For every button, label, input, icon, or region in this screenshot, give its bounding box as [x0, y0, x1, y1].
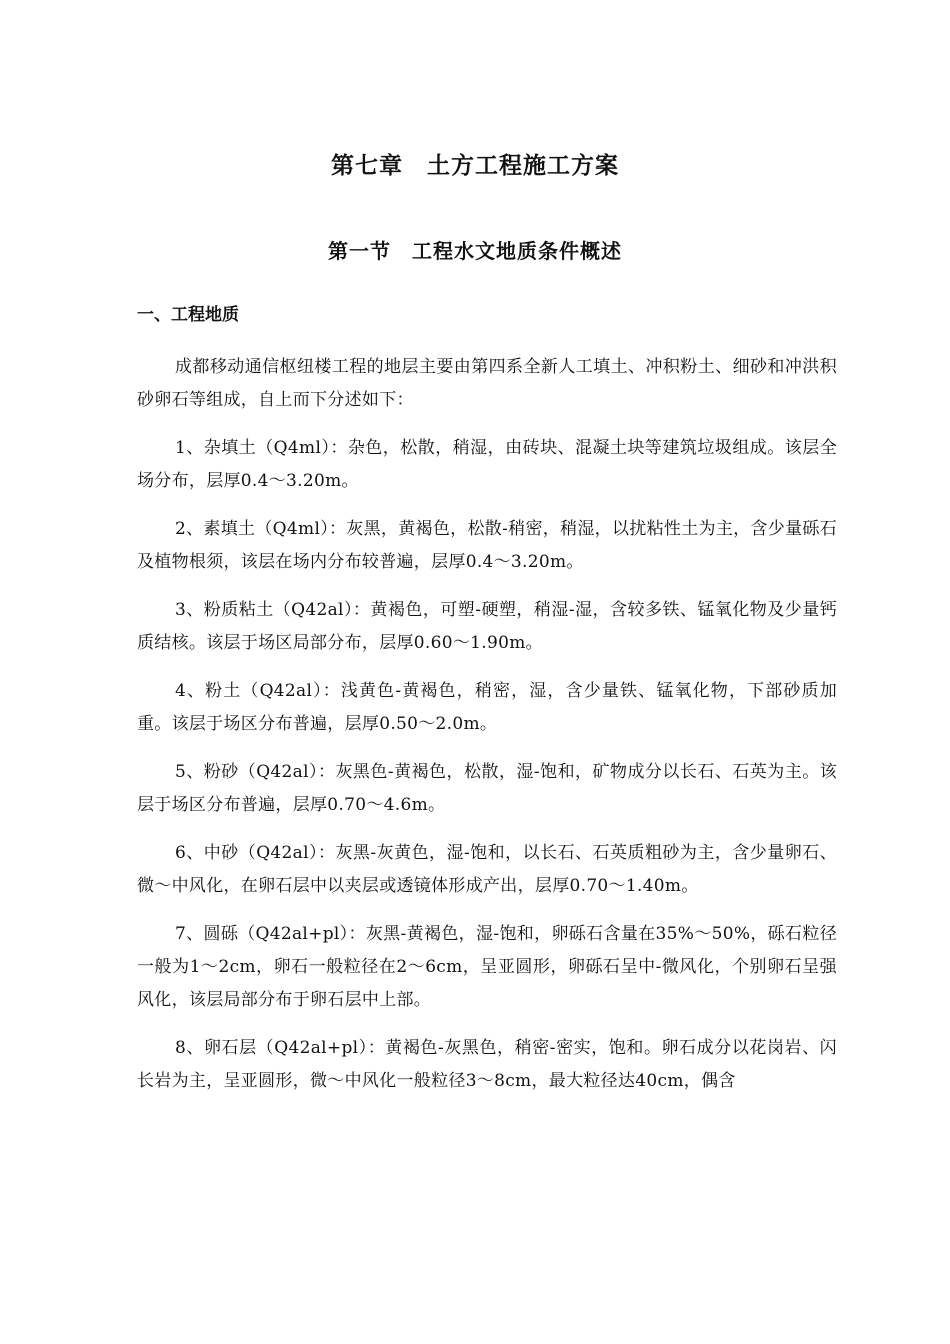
- paragraph-layer-6: 6、中砂（Q42al）：灰黑-灰黄色，湿-饱和，以长石、石英质粗砂为主，含少量卵石、微～中风化，在卵石层中以夹层或透镜体形成产出，层厚0.70～1.40m。: [137, 843, 837, 896]
- paragraph-layer-5: 5、粉砂（Q42al）：灰黑色-黄褐色，松散，湿-饱和，矿物成分以长石、石英为主。该层于场区分布普遍，层厚0.70～4.6m。: [137, 762, 837, 815]
- paragraph-layer-8: 8、卵石层（Q42al+pl）：黄褐色-灰黑色，稍密-密实，饱和。卵石成分以花岗岩、闪长岩为主，呈亚圆形，微～中风化一般粒径3～8cm，最大粒径达40cm，偶含: [137, 1038, 837, 1091]
- subsection-heading: 一、工程地质: [137, 305, 239, 325]
- body-text: [137, 351, 837, 1113]
- paragraph-intro: 成都移动通信枢纽楼工程的地层主要由第四系全新人工填土、冲积粉土、细砂和冲洪积砂卵石等组成，自上而下分述如下：: [137, 357, 837, 410]
- paragraph-layer-2: 2、素填土（Q4ml）：灰黑，黄褐色，松散-稍密，稍湿，以扰粘性土为主，含少量砾石及植物根须，该层在场内分布较普遍，层厚0.4～3.20m。: [137, 519, 837, 572]
- paragraph-layer-3: 3、粉质粘土（Q42al）：黄褐色，可塑-硬塑，稍湿-湿，含较多铁、锰氧化物及少量钙质结核。该层于场区局部分布，层厚0.60～1.90m。: [137, 600, 837, 653]
- paragraph-layer-1: 1、杂填土（Q4ml）：杂色，松散，稍湿，由砖块、混凝土块等建筑垃圾组成。该层全场分布，层厚0.4～3.20m。: [137, 438, 837, 491]
- section-title: 第一节 工程水文地质条件概述: [328, 239, 622, 263]
- paragraph-layer-4: 4、粉土（Q42al）：浅黄色-黄褐色，稍密，湿，含少量铁、锰氧化物，下部砂质加重。该层于场区分布普遍，层厚0.50～2.0m。: [137, 681, 837, 734]
- chapter-title: 第七章 土方工程施工方案: [331, 153, 619, 179]
- paragraph-layer-7: 7、圆砾（Q42al+pl）：灰黑-黄褐色，湿-饱和，卵砾石含量在35%～50%，砾石粒径一般为1～2cm，卵石一般粒径在2～6cm，呈亚圆形，卵砾石呈中-微风化，个别卵石呈强风化，该层局部分布于卵石层中上部。: [137, 924, 837, 1010]
